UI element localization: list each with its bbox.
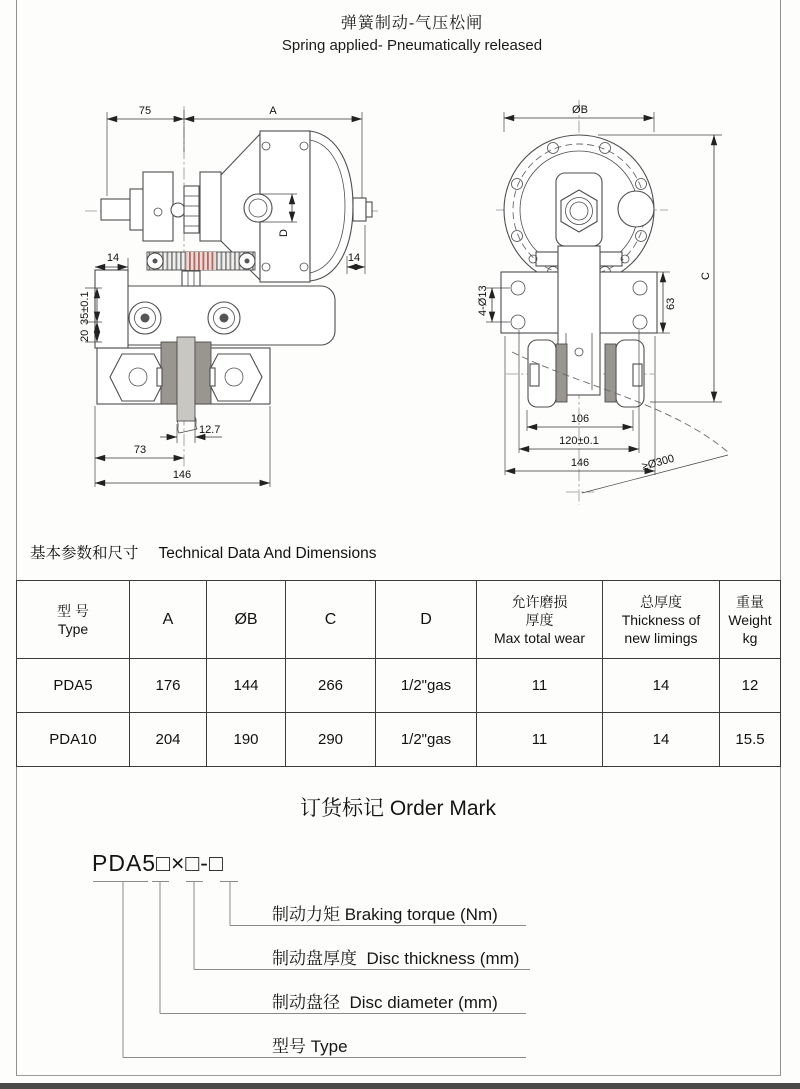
cell-d: 1/2"gas [376, 659, 477, 713]
table-row-pda5 [17, 659, 781, 713]
order-mark-title: 订货标记 Order Mark [299, 797, 496, 820]
cell-thickness: 14 [603, 713, 720, 767]
page-title-zh: 弹簧制动-气压松闸 [340, 15, 484, 32]
dim-label-20: 20 [79, 329, 91, 342]
dim-label-14-left: 14 [106, 252, 120, 264]
cell-type: PDA10 [17, 713, 130, 767]
cell-c: 290 [286, 713, 376, 767]
cell-weight: 15.5 [720, 713, 781, 767]
col-header-thickness: 总厚度 Thickness of new limings [603, 581, 720, 659]
cell-thickness: 14 [603, 659, 720, 713]
brake-spring [147, 252, 255, 286]
col-header-c: C [286, 581, 376, 659]
dim-label-63: 63 [665, 297, 677, 310]
col-header-max-wear: 允许磨损 厚度 Max total wear [477, 581, 603, 659]
order-label-disc-diameter: 制动盘径 Disc diameter (mm) [272, 993, 498, 1012]
dim-label-14-right: 14 [347, 252, 361, 264]
page-title-en: Spring applied- Pneumatically released [281, 37, 543, 54]
rod-and-plates [101, 172, 221, 241]
air-port [244, 194, 272, 222]
col-header-weight: 重量 Weight kg [720, 581, 781, 659]
cell-type: PDA5 [17, 659, 130, 713]
section-heading-zh: 基本参数和尺寸 [30, 545, 139, 562]
order-label-disc-thickness: 制动盘厚度 Disc thickness (mm) [272, 949, 520, 968]
dim-label-C: C [700, 272, 712, 280]
section-heading-en: Technical Data And Dimensions [158, 545, 377, 562]
dim-label-73: 73 [133, 444, 147, 456]
cell-ob: 144 [207, 659, 286, 713]
table-row-pda10 [17, 713, 781, 767]
front-view-drawing [477, 100, 728, 505]
col-header-d: D [376, 581, 477, 659]
dim-label-A: A [269, 105, 277, 117]
cell-d: 1/2"gas [376, 713, 477, 767]
cell-ob: 190 [207, 713, 286, 767]
dim-label-holes: 4-Ø13 [477, 285, 489, 316]
page-bottom-edge [0, 1083, 800, 1089]
section-heading [30, 541, 377, 563]
technical-drawings [16, 85, 780, 510]
dim-label-35: 35±0.1 [79, 291, 91, 325]
dim-label-146-right: 146 [570, 457, 590, 469]
order-label-braking-torque: 制动力矩 Braking torque (Nm) [272, 905, 498, 924]
col-header-type: 型 号 Type [17, 581, 130, 659]
cell-wear: 11 [477, 659, 603, 713]
dim-label-75: 75 [138, 105, 152, 117]
pads-and-disc [157, 337, 215, 433]
technical-data-table [16, 580, 781, 767]
side-boss [618, 191, 654, 227]
side-view-drawing [79, 105, 378, 487]
dim-label-120: 120±0.1 [559, 435, 599, 447]
cell-weight: 12 [720, 659, 781, 713]
dim-label-min-disc: ≥Ø300 [640, 452, 676, 473]
cell-a: 176 [130, 659, 207, 713]
col-header-ob: ØB [207, 581, 286, 659]
table-header-row [17, 581, 781, 659]
dim-label-146-left: 146 [172, 469, 192, 481]
title-block [30, 10, 794, 54]
dim-label-127: 12.7 [199, 424, 221, 436]
order-mark-code: PDA5□×□-□ [92, 850, 224, 876]
cell-wear: 11 [477, 713, 603, 767]
dim-label-106: 106 [570, 413, 590, 425]
cell-c: 266 [286, 659, 376, 713]
cell-a: 204 [130, 713, 207, 767]
order-label-type: 型号 Type [272, 1037, 348, 1056]
dim-label-D: D [278, 229, 290, 237]
dim-label-OB: ØB [572, 104, 588, 116]
col-header-a: A [130, 581, 207, 659]
